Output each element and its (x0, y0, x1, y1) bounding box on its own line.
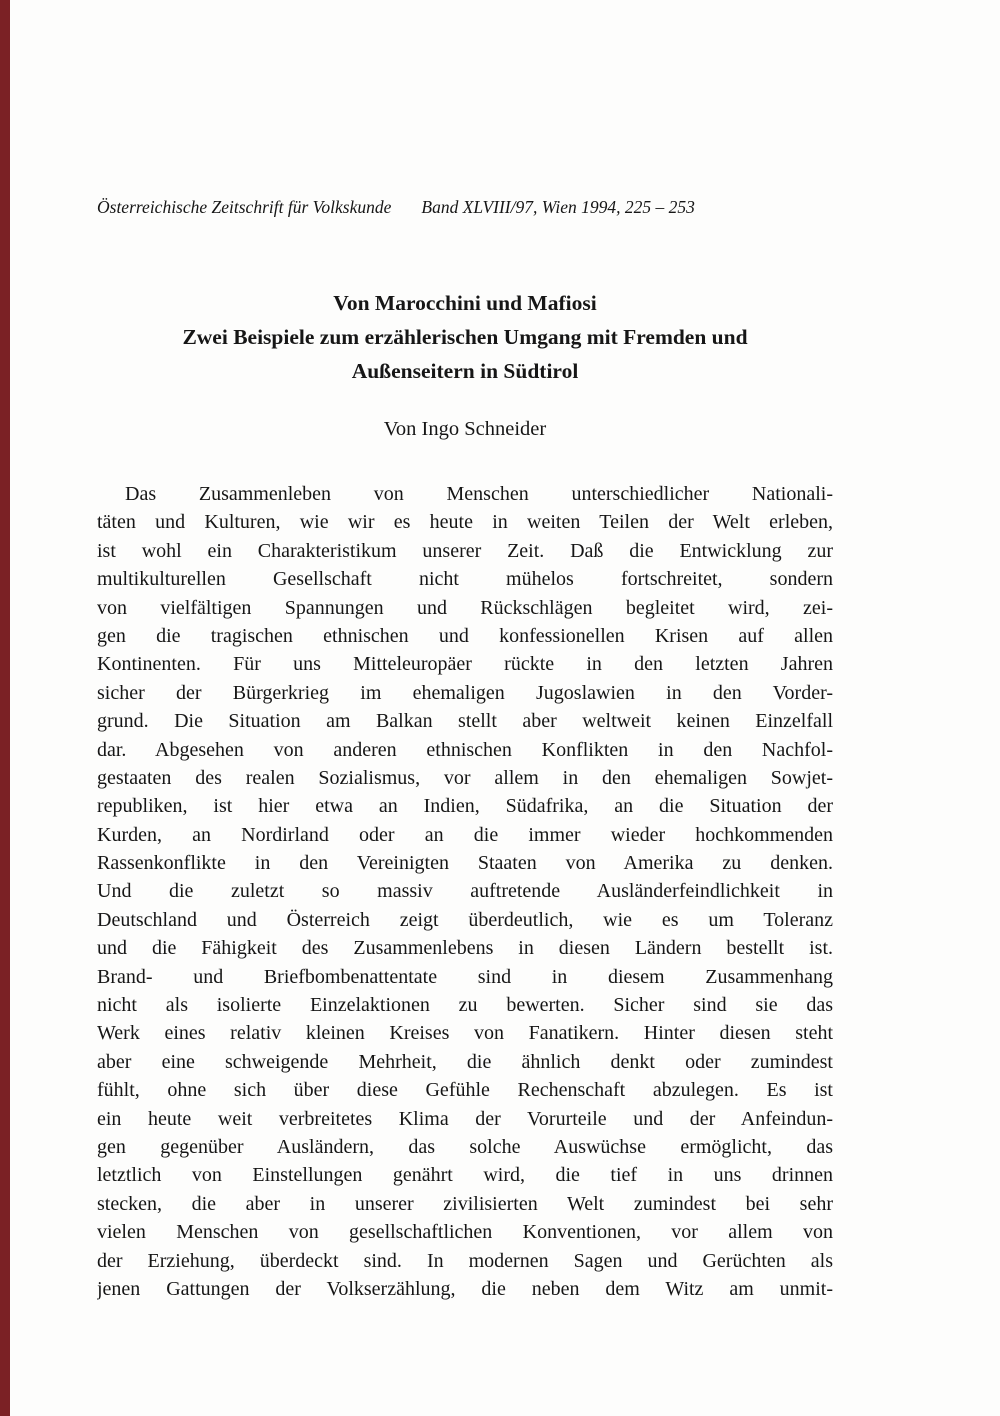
body-line: von vielfältigen Spannungen und Rückschlägen begleitet wird, zei- (97, 596, 833, 619)
body-line: gen gegenüber Ausländern, das solche Auswüchse ermöglicht, das (97, 1135, 833, 1158)
journal-name: Österreichische Zeitschrift für Volkskunde (97, 197, 392, 217)
author-byline: Von Ingo Schneider (383, 418, 547, 440)
title-line-2: Zwei Beispiele zum erzählerischen Umgang mit Fremden und (182, 325, 748, 349)
body-line: fühlt, ohne sich über diese Gefühle Rechenschaft abzulegen. Es ist (97, 1079, 833, 1102)
body-line: grund. Die Situation am Balkan stellt aber weltweit keinen Einzelfall (97, 710, 833, 733)
body-line: ist wohl ein Charakteristikum unserer Zeit. Daß die Entwicklung zur (97, 539, 833, 562)
body-line: nicht als isolierte Einzelaktionen zu bewerten. Sicher sind sie das (97, 994, 833, 1017)
body-line: Kurden, an Nordirland oder an die immer wieder hochkommenden (97, 823, 833, 846)
body-line: Kontinenten. Für uns Mitteleuropäer rückte in den letzten Jahren (97, 653, 833, 676)
body-line: Und die zuletzt so massiv auftretende Ausländerfeindlichkeit in (97, 880, 833, 903)
body-line: multikulturellen Gesellschaft nicht mühelos fortschreitet, sondern (97, 568, 833, 591)
body-line: Rassenkonflikte in den Vereinigten Staaten von Amerika zu denken. (97, 852, 833, 875)
issue-info: Band XLVIII/97, Wien 1994, 225 – 253 (421, 197, 695, 217)
page-content (97, 0, 833, 1303)
body-line: Werk eines relativ kleinen Kreises von Fanatikern. Hinter diesen steht (97, 1022, 833, 1045)
body-line: gestaaten des realen Sozialismus, vor allem in den ehemaligen Sowjet- (97, 766, 833, 789)
article-title (97, 286, 833, 388)
body-line: republiken, ist hier etwa an Indien, Südafrika, an die Situation der (97, 795, 833, 818)
body-line: gen die tragischen ethnischen und konfessionellen Krisen auf allen (97, 624, 833, 647)
body-line: dar. Abgesehen von anderen ethnischen Konflikten in den Nachfol- (97, 738, 833, 761)
scan-edge-strip (0, 0, 10, 1416)
body-line: jenen Gattungen der Volkserzählung, die neben dem Witz am unmit- (97, 1277, 833, 1300)
body-line: Deutschland und Österreich zeigt überdeutlich, wie es um Toleranz (97, 908, 833, 931)
body-line: der Erziehung, überdeckt sind. In modernen Sagen und Gerüchten als (97, 1249, 833, 1272)
body-line: letztlich von Einstellungen genährt wird, die tief in uns drinnen (97, 1164, 833, 1187)
body-line: täten und Kulturen, wie wir es heute in weiten Teilen der Welt erleben, (97, 511, 833, 534)
body-line: sicher der Bürgerkrieg im ehemaligen Jugoslawien in den Vorder- (97, 681, 833, 704)
body-line: ein heute weit verbreitetes Klima der Vorurteile und der Anfeindun- (97, 1107, 833, 1130)
title-line-1: Von Marocchini und Mafiosi (333, 291, 597, 315)
running-header (97, 196, 833, 218)
body-line: vielen Menschen von gesellschaftlichen Konventionen, vor allem von (97, 1221, 833, 1244)
body-line: aber eine schweigende Mehrheit, die ähnlich denkt oder zumindest (97, 1050, 833, 1073)
body-line: und die Fähigkeit des Zusammenlebens in diesen Ländern bestellt ist. (97, 937, 833, 960)
body-line: Das Zusammenleben von Menschen unterschiedlicher Nationali- (125, 483, 833, 505)
title-line-3: Außenseitern in Südtirol (351, 359, 579, 383)
body-paragraph (97, 480, 833, 1303)
body-line: Brand- und Briefbombenattentate sind in diesem Zusammenhang (97, 965, 833, 988)
body-line: stecken, die aber in unserer zivilisierten Welt zumindest bei sehr (97, 1192, 833, 1215)
